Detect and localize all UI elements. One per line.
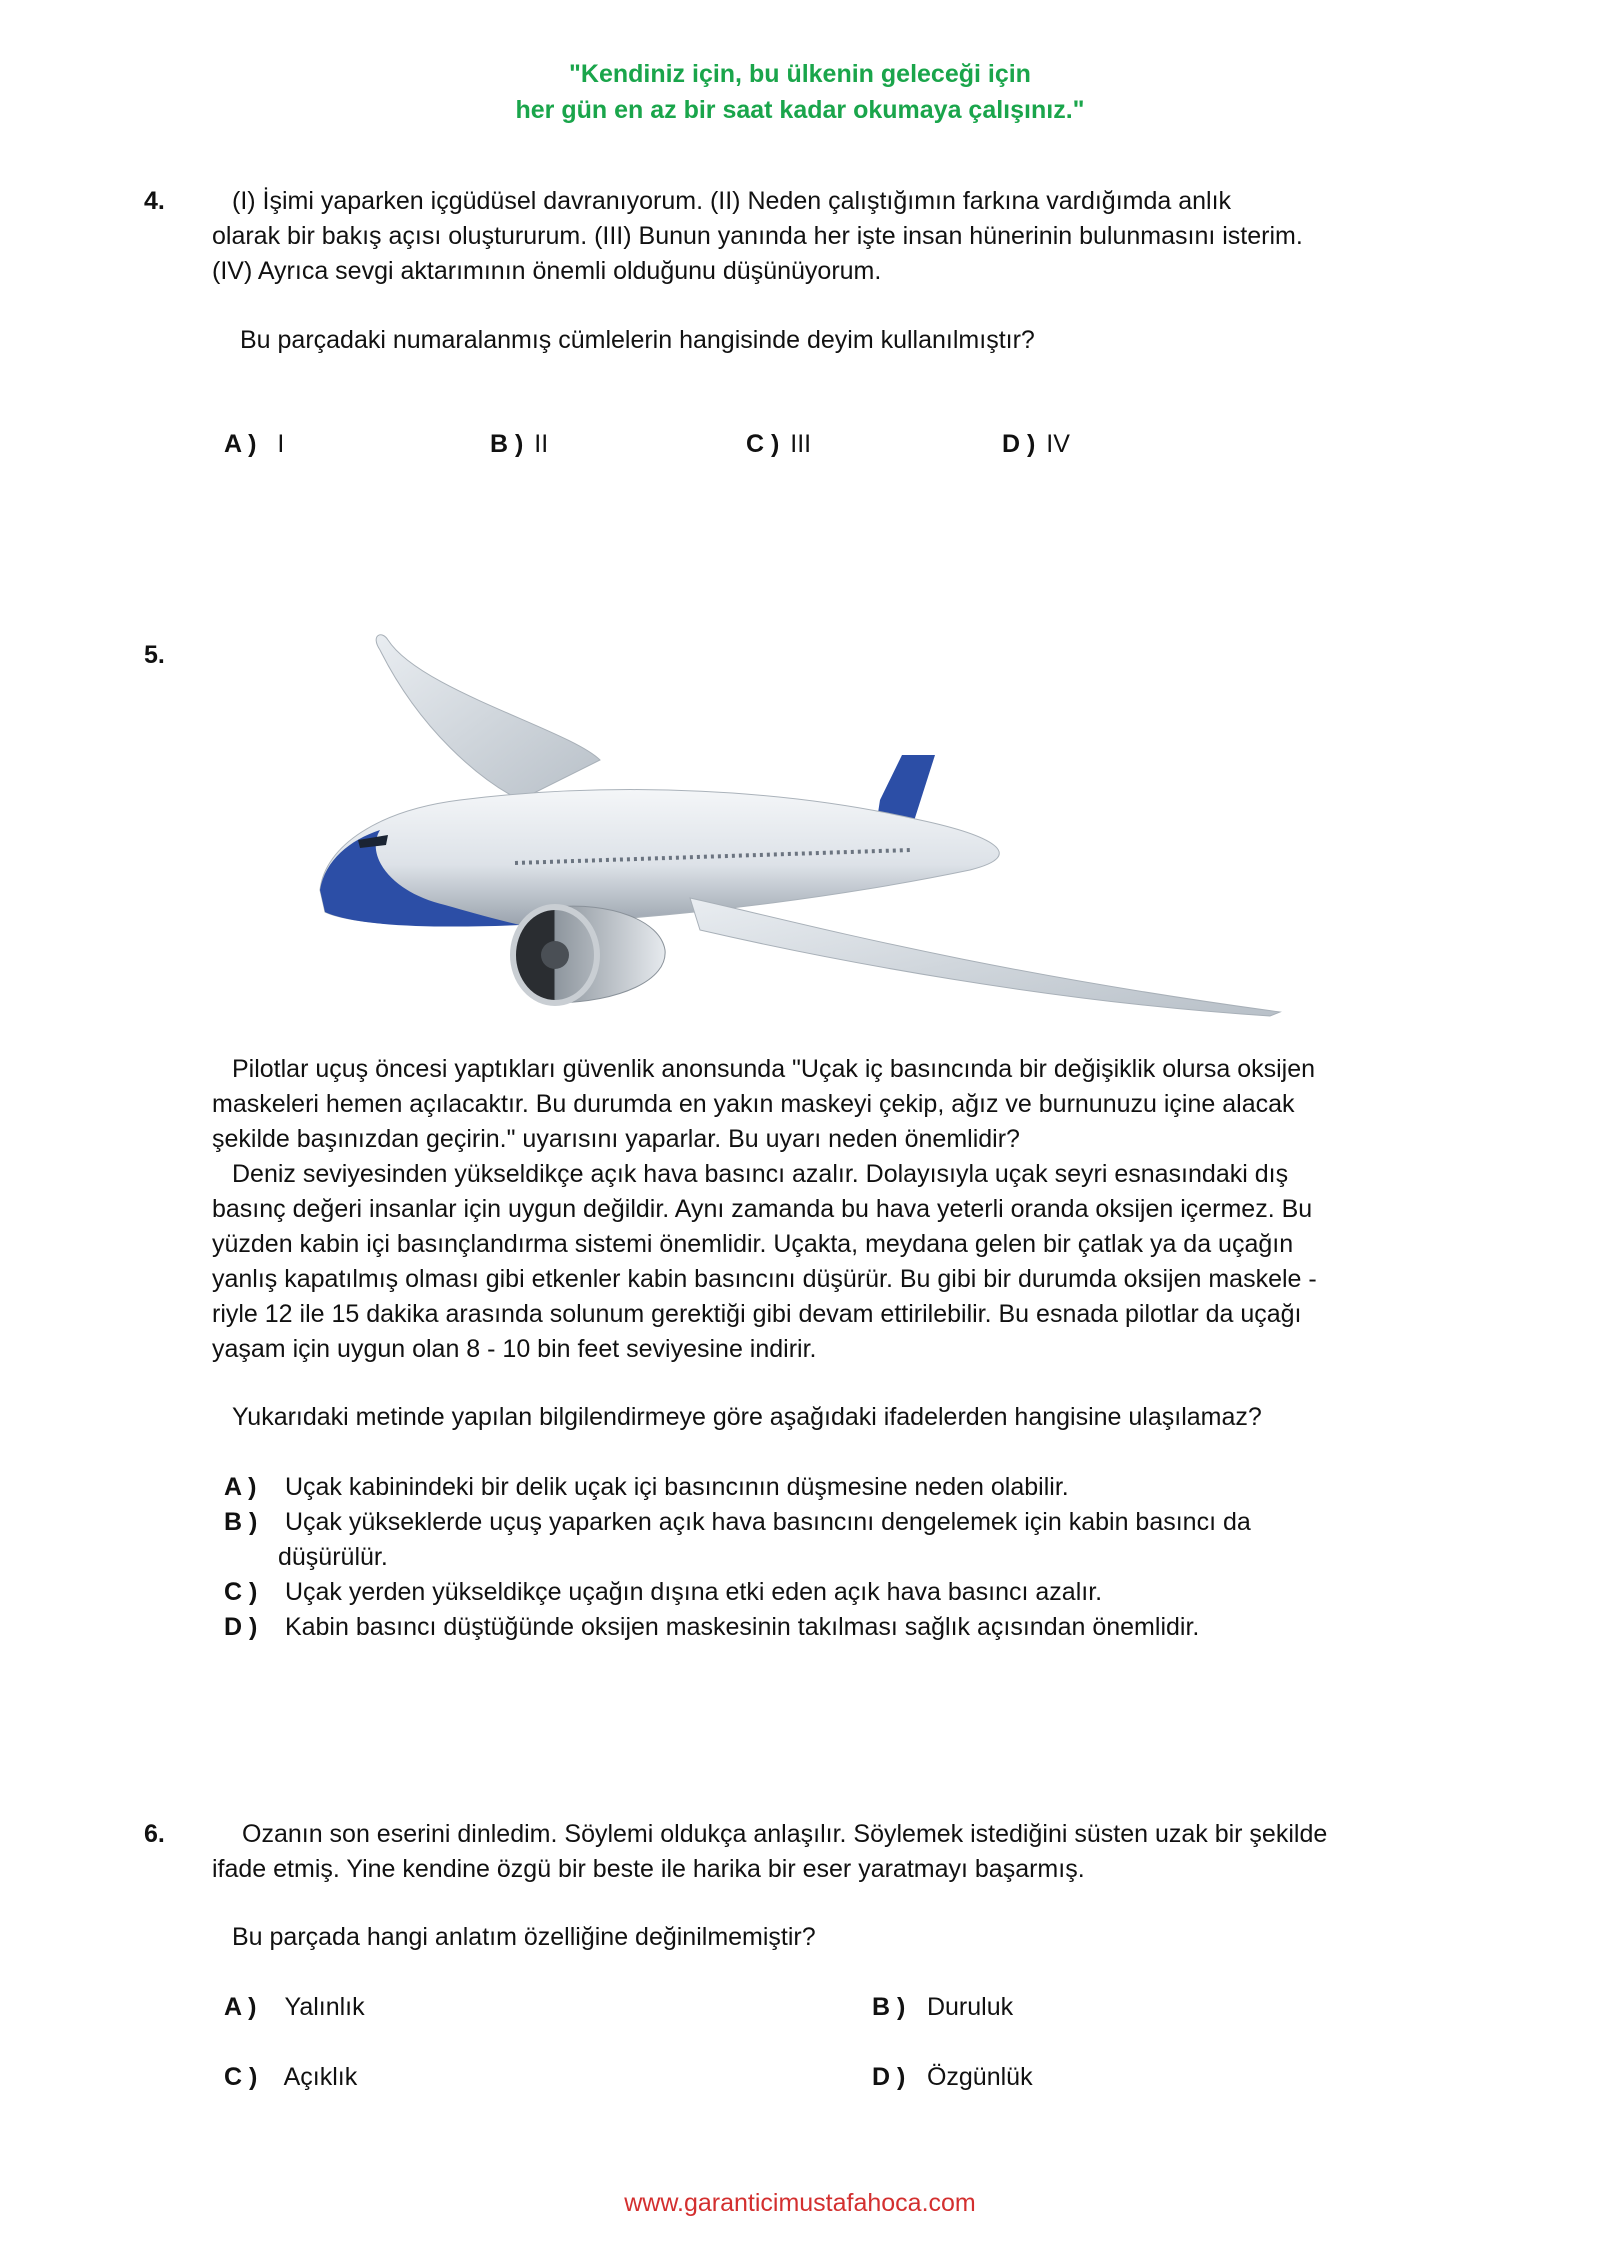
question-6-text-line-2: ifade etmiş. Yine kendine özgü bir beste ile harika bir eser yaratmayı başarmış.	[212, 1855, 1085, 1883]
q5-option-b[interactable]	[224, 1505, 1251, 1540]
question-6-prompt: Bu parçada hangi anlatım özelliğine değinilmemiştir?	[232, 1923, 816, 1951]
engine-fan-hub	[541, 941, 569, 969]
q6-option-c[interactable]	[224, 2060, 357, 2095]
option-letter: A )	[224, 1473, 257, 1501]
option-text: I	[277, 430, 285, 458]
question-5-text-line-8: riyle 12 ile 15 dakika arasında solunum gerektiği gibi devam ettirilebilir. Bu esnada pilotlar da uçağı	[212, 1300, 1302, 1328]
engine-nacelle	[555, 906, 665, 1003]
option-text: Uçak yerden yükseldikçe uçağın dışına etki eden açık hava basıncı azalır.	[284, 1578, 1103, 1606]
question-5-text-line-4: Deniz seviyesinden yükseldikçe açık hava basıncı azalır. Dolayısıyla uçak seyri esnasındaki dış	[232, 1160, 1289, 1188]
option-letter: B )	[224, 1508, 258, 1536]
lower-wing	[690, 898, 1280, 1016]
q4-option-b[interactable]	[490, 427, 548, 462]
q5-option-d[interactable]	[224, 1610, 1199, 1645]
option-text: Kabin basıncı düştüğünde oksijen maskesinin takılması sağlık açısından önemlidir.	[284, 1613, 1200, 1641]
option-text: II	[534, 430, 549, 458]
q4-option-c[interactable]	[746, 427, 811, 462]
option-text: Yalınlık	[284, 1993, 365, 2021]
option-text: Açıklık	[283, 2063, 358, 2091]
option-text: IV	[1046, 430, 1070, 458]
option-letter: C )	[746, 430, 780, 458]
upper-wing	[376, 635, 600, 800]
q6-option-d[interactable]	[872, 2060, 1033, 2095]
header-motto	[0, 56, 1600, 128]
question-5-number: 5.	[144, 641, 165, 669]
question-5-text-line-7: yanlış kapatılmış olması gibi etkenler kabin basıncını düşürür. Bu gibi bir durumda oksijen maskele -	[212, 1265, 1317, 1293]
q4-option-d[interactable]	[1002, 427, 1070, 462]
option-letter: C )	[224, 1578, 258, 1606]
option-letter: B )	[872, 1993, 906, 2021]
option-text: Duruluk	[926, 1993, 1014, 2021]
option-text: III	[790, 430, 812, 458]
option-letter: C )	[224, 2063, 258, 2091]
q6-option-a[interactable]	[224, 1990, 365, 2025]
question-4-text-line-3: (IV) Ayrıca sevgi aktarımının önemli olduğunu düşünüyorum.	[212, 257, 882, 285]
question-4-prompt: Bu parçadaki numaralanmış cümlelerin hangisinde deyim kullanılmıştır?	[240, 326, 1035, 354]
q4-option-a[interactable]	[224, 427, 284, 462]
option-text: Özgünlük	[926, 2063, 1033, 2091]
question-5-text-line-2: maskeleri hemen açılacaktır. Bu durumda en yakın maskeyi çekip, ağız ve burnunuzu içine alacak	[212, 1090, 1295, 1118]
motto-line-2: her gün en az bir saat kadar okumaya çalışınız."	[515, 96, 1085, 124]
question-5-text-line-1: Pilotlar uçuş öncesi yaptıkları güvenlik anonsunda "Uçak iç basıncında bir değişiklik olursa oksijen	[232, 1055, 1316, 1083]
option-letter: D )	[1002, 430, 1036, 458]
question-5-prompt: Yukarıdaki metinde yapılan bilgilendirmeye göre aşağıdaki ifadelerden hangisine ulaşılamaz?	[232, 1403, 1262, 1431]
question-6-text-line-1: Ozanın son eserini dinledim. Söylemi oldukça anlaşılır. Söylemek istediğini süsten uzak bir şekilde	[242, 1820, 1328, 1848]
question-4-text-line-1: (I) İşimi yaparken içgüdüsel davranıyorum. (II) Neden çalıştığımın farkına vardığımda anlık	[232, 187, 1232, 215]
footer-website-link[interactable]: www.garanticimustafahoca.com	[624, 2189, 976, 2217]
question-4-number: 4.	[144, 187, 165, 215]
option-text: Uçak yükseklerde uçuş yaparken açık hava basıncını dengelemek için kabin basıncı da	[284, 1508, 1251, 1536]
option-letter: D )	[224, 1613, 258, 1641]
option-letter: B )	[490, 430, 524, 458]
question-5-text-line-3: şekilde başınızdan geçirin." uyarısını yaparlar. Bu uyarı neden önemlidir?	[212, 1125, 1020, 1153]
question-4-text-line-2: olarak bir bakış açısı oluştururum. (III) Bunun yanında her işte insan hünerinin bulunmasını isterim.	[212, 222, 1303, 250]
motto-line-1: "Kendiniz için, bu ülkenin geleceği için	[569, 60, 1031, 88]
question-5-text-line-9: yaşam için uygun olan 8 - 10 bin feet seviyesine indirir.	[212, 1335, 817, 1363]
option-text: Uçak kabinindeki bir delik uçak içi basıncının düşmesine neden olabilir.	[284, 1473, 1069, 1501]
airplane-illustration	[270, 630, 1290, 1040]
q5-option-a[interactable]	[224, 1470, 1069, 1505]
option-letter: D )	[872, 2063, 906, 2091]
question-5-text-line-5: basınç değeri insanlar için uygun değildir. Aynı zamanda bu hava yeterli oranda oksijen içermez. Bu	[212, 1195, 1313, 1223]
option-letter: A )	[224, 430, 257, 458]
option-letter: A )	[224, 1993, 257, 2021]
question-5-text-line-6: yüzden kabin içi basınçlandırma sistemi önemlidir. Uçakta, meydana gelen bir çatlak ya da uçağın	[212, 1230, 1294, 1258]
question-6-number: 6.	[144, 1820, 165, 1848]
q5-option-c[interactable]	[224, 1575, 1102, 1610]
q5-option-b-continuation: düşürülür.	[278, 1543, 388, 1571]
q6-option-b[interactable]	[872, 1990, 1013, 2025]
